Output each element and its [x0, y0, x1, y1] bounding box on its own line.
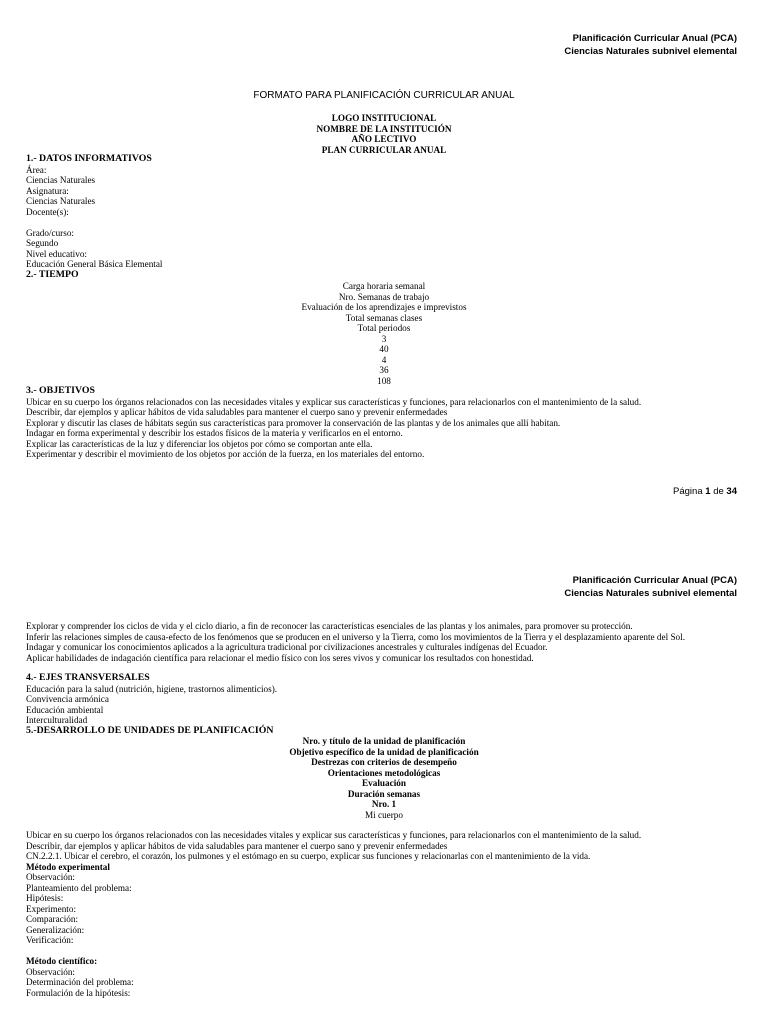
- tiempo-label: Nro. Semanas de trabajo: [338, 291, 430, 302]
- objetivo-item: Explicar las características de la luz y diferenciar los objetos por cómo se comportan ante ella.: [26, 438, 373, 449]
- tiempo-label: Total periodos: [357, 323, 411, 333]
- unidad-line: CN.2.2.1. Ubicar el cerebro, el corazón, los pulmones y el estómago en su cuerpo, explicar sus funciones y relacionarlas con el mantenimiento de la vida.: [26, 851, 591, 861]
- objetivo-item: Ubicar en su cuerpo los órganos relacionados con las necesidades vitales y explicar sus características y funciones, para relacionarlos con el mantenimiento de la salud.: [26, 396, 642, 407]
- unidad-detail: [26, 830, 746, 998]
- unidad-header: Destrezas con criterios de desempeño: [311, 757, 457, 767]
- metodo-step: Verificación:: [26, 935, 74, 945]
- objetivo-item: Explorar y discutir las clases de hábitats según sus características para promover la conservación de las plantas y de los animales que allí habitan.: [26, 417, 561, 428]
- eje-item: Convivencia armónica: [26, 694, 109, 704]
- tiempo-value: 40: [379, 344, 389, 354]
- document-title: FORMATO PARA PLANIFICACIÓN CURRICULAR ANUAL: [253, 90, 515, 101]
- tiempo-label: Carga horaria semanal: [342, 281, 426, 291]
- eje-item: Interculturalidad: [26, 715, 88, 725]
- info-line: Área:: [26, 164, 47, 175]
- section-4-title: 4.- EJES TRANSVERSALES: [26, 672, 150, 683]
- section-5-title: 5.-DESARROLLO DE UNIDADES DE PLANIFICACIÓN: [26, 724, 274, 736]
- objetivo-item: Indagar y comunicar los conocimientos aplicados a la agricultura tradicional por civilizaciones ancestrales y culturales indígenas del Ecuador.: [26, 642, 548, 652]
- info-line: Nivel educativo:: [26, 248, 87, 259]
- section-objetivos: [26, 386, 746, 460]
- page-1: [0, 0, 768, 510]
- unidad-name: Mi cuerpo: [364, 809, 403, 820]
- metodo-step: Comparación:: [26, 914, 79, 924]
- unidad-header: Nro. 1: [371, 799, 397, 809]
- metodo-step: Experimento:: [26, 903, 77, 914]
- metodo-step: Planteamiento del problema:: [26, 882, 132, 893]
- info-line: Grado/curso:: [26, 227, 74, 238]
- metodo-step: Hipótesis:: [26, 893, 64, 903]
- info-line: Segundo: [26, 238, 59, 248]
- page-footer: [673, 486, 737, 497]
- unidad-header: Evaluación: [362, 778, 406, 788]
- section-ejes: [26, 673, 746, 736]
- objetivo-item: Indagar en forma experimental y describir los estados físicos de la materia y verificarlos en el entorno.: [26, 428, 403, 438]
- info-line: Ciencias Naturales: [26, 196, 96, 206]
- eje-item: Educación para la salud (nutrición, higiene, trastornos alimenticios).: [26, 683, 278, 694]
- unidad-line: Describir, dar ejemplos y aplicar hábitos de vida saludables para mantener el cuerpo sano y prevenir enfermedades: [26, 840, 448, 851]
- footer-mid: de: [710, 486, 727, 497]
- metodo-step: Generalización:: [26, 924, 85, 935]
- objetivos-continued: [26, 621, 746, 663]
- tiempo-value: 36: [379, 365, 389, 375]
- header-title: Planificación Curricular Anual (PCA): [572, 33, 737, 44]
- unidad-header: Orientaciones metodológicas: [327, 767, 441, 778]
- metodo-cientifico-title: Método científico:: [26, 956, 98, 966]
- header-subtitle: Ciencias Naturales subnivel elemental: [564, 587, 737, 599]
- running-header: [564, 575, 737, 600]
- inst-name: NOMBRE DE LA INSTITUCIÓN: [316, 123, 452, 134]
- objetivo-item: Describir, dar ejemplos y aplicar hábitos de vida saludables para mantener el cuerpo sano y prevenir enfermedades: [26, 407, 448, 417]
- footer-page-total: 34: [726, 486, 737, 497]
- inst-plan: PLAN CURRICULAR ANUAL: [321, 144, 447, 155]
- info-line: Ciencias Naturales: [26, 175, 96, 185]
- info-line: Educación General Básica Elemental: [26, 259, 163, 269]
- unidad-header: Duración semanas: [347, 788, 421, 799]
- unidad-headers: [26, 736, 742, 820]
- tiempo-value: 108: [377, 375, 391, 386]
- metodo-step: Determinación del problema:: [26, 977, 134, 987]
- page-2: [0, 560, 768, 1024]
- info-line: Asignatura:: [26, 185, 69, 196]
- metodo-experimental-title: Método experimental: [26, 861, 110, 872]
- metodo-step: Formulación de la hipótesis:: [26, 987, 131, 998]
- running-header: [564, 33, 737, 58]
- section-1-title: 1.- DATOS INFORMATIVOS: [26, 153, 152, 164]
- metodo-step: Observación:: [26, 872, 75, 882]
- eje-item: Educación ambiental: [26, 704, 104, 715]
- footer-page-number: 1: [705, 486, 711, 497]
- section-2-title: 2.- TIEMPO: [26, 268, 79, 280]
- tiempo-label: Evaluación de los aprendizajes e imprevistos: [301, 302, 467, 312]
- tiempo-label: Total semanas clases: [345, 312, 423, 323]
- institution-block: [26, 113, 742, 155]
- unidad-line: Ubicar en su cuerpo los órganos relacionados con las necesidades vitales y explicar sus características y funciones, para relacionarlos con el mantenimiento de la salud.: [26, 830, 642, 840]
- info-line: Docente(s):: [26, 206, 69, 217]
- metodo-step: Observación:: [26, 966, 75, 977]
- footer-prefix: Página: [673, 486, 706, 497]
- inst-logo: LOGO INSTITUCIONAL: [331, 113, 437, 123]
- objetivo-item: Explorar y comprender los ciclos de vida y el ciclo diario, a fin de reconocer las características esenciales de las plantas y los animales, para promover su protección.: [26, 621, 633, 631]
- section-3-title: 3.- OBJETIVOS: [26, 385, 95, 396]
- tiempo-block: [26, 281, 742, 386]
- tiempo-value: 4: [381, 354, 387, 365]
- inst-year: AÑO LECTIVO: [351, 134, 417, 144]
- unidad-header: Nro. y título de la unidad de planificación: [302, 736, 466, 746]
- unidad-header: Objetivo específico de la unidad de planificación: [289, 746, 479, 757]
- section-datos: [26, 154, 746, 280]
- header-title: Planificación Curricular Anual (PCA): [572, 575, 737, 586]
- objetivo-item: Inferir las relaciones simples de causa-efecto de los fenómenos que se producen en el universo y la Tierra, como los movimientos de la Tierra y el desplazamiento aparente del Sol.: [26, 631, 686, 642]
- objetivo-item: Aplicar habilidades de indagación científica para relacionar el medio físico con los seres vivos y comunicar los resultados con honestidad.: [26, 652, 534, 663]
- tiempo-value: 3: [381, 333, 387, 344]
- objetivo-item: Experimentar y describir el movimiento de los objetos por acción de la fuerza, en los materiales del entorno.: [26, 449, 425, 459]
- header-subtitle: Ciencias Naturales subnivel elemental: [564, 45, 737, 57]
